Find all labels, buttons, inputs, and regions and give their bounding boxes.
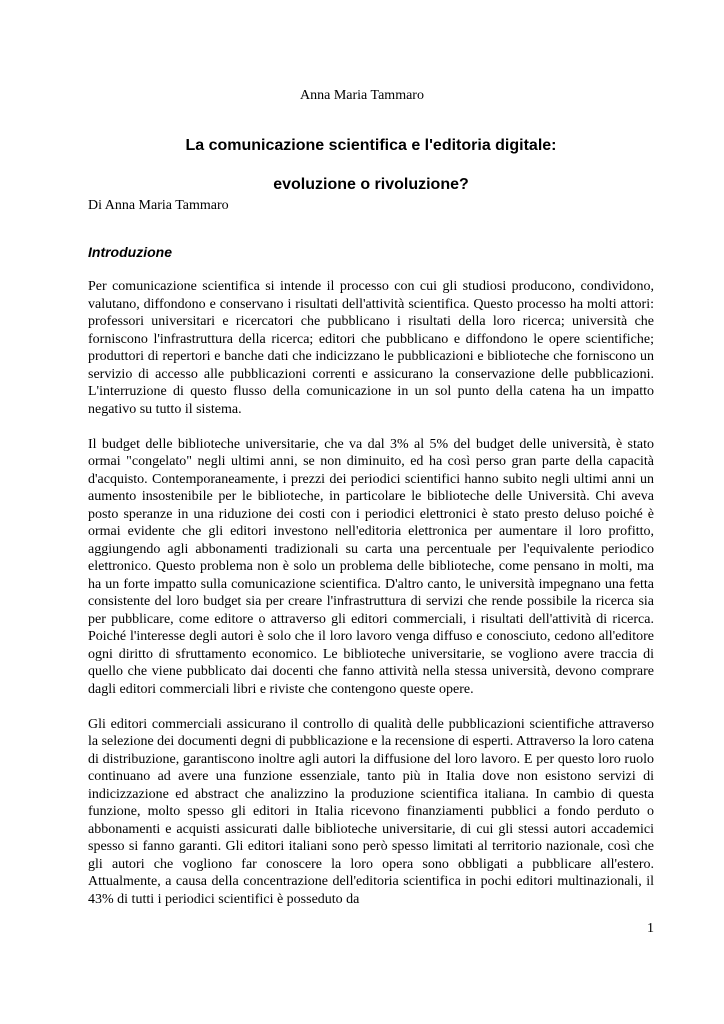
section-heading: Introduzione bbox=[88, 244, 172, 260]
paragraph: Il budget delle biblioteche universitarie, che va dal 3% al 5% del budget delle università, è stato ormai "congelato" negli ultimi anni, se non diminuito, ed ha così perso gran parte della capacità d'acquisto. Contemporaneamente, i prezzi dei periodici scientifici hanno subito negli ultimi anni un aumento insostenibile per le biblioteche, in particolare le biblioteche delle Università. Chi aveva posto speranze in una riduzione dei costi con i periodici elettronici è stato presto deluso poiché è ormai evidente che gli editori investono nell'editoria elettronica per aumentare il loro profitto, aggiungendo agli abbonamenti tradizionali su carta una percentuale per l'equivalente periodico elettronico. Questo problema non è solo un problema delle biblioteche, come pensano in molti, ma ha un forte impatto sulla comunicazione scientifica. D'altro canto, le università impegnano una fetta consistente del loro budget sia per creare l'infrastruttura di servizi che rende possibile la ricerca sia per pubblicare, come editore o attraverso gli editori commerciali, i risultati dell'attività di ricerca. Poiché l'interesse degli autori è solo che il loro lavoro venga diffuso e conosciuto, cedono all'editore ogni diritto di sfruttamento economico. Le biblioteche universitarie, se vogliono avere traccia di quello che viene pubblicato dai docenti che fanno attività nella stessa università, devono comprare dagli editori commerciali libri e riviste che contengono queste opere. bbox=[88, 436, 654, 697]
paragraph: Gli editori commerciali assicurano il controllo di qualità delle pubblicazioni scientifiche attraverso la selezione dei documenti degni di pubblicazione e la recensione di esperti. Attraverso la loro catena di distribuzione, garantiscono inoltre agli autori la diffusione del loro lavoro. E per questo loro ruolo continuano ad avere una funzione essenziale, tanto più in Italia dove non esistono servizi di indicizzazione ed abstract che analizzino la produzione scientifica italiana. In cambio di questa funzione, molto spesso gli editori in Italia ricevono finanziamenti pubblici a fondo perduto o abbonamenti e acquisti assicurati dalle biblioteche universitarie, di cui gli stessi autori accademici spesso si fanno garanti. Gli editori italiani sono però spesso limitati al territorio nazionale, così che gli autori che vogliono far conoscere la loro opera sono obbligati a pubblicare all'estero. Attualmente, a causa della concentrazione dell'editoria scientifica in pochi editori multinazionali, il 43% di tutti i periodici scientifici è posseduto da bbox=[88, 716, 655, 907]
byline: Di Anna Maria Tammaro bbox=[88, 198, 229, 213]
paragraph: Per comunicazione scientifica si intende il processo con cui gli studiosi producono, condividono, valutano, diffondono e conservano i risultati dell'attività scientifica. Questo processo ha molti attori: professori universitari e ricercatori che pubblicano i risultati della loro ricerca; università che forniscono l'infrastruttura della ricerca; editori che pubblicano e diffondono le opere scientifiche; produttori di repertori e banche dati che indicizzano le pubblicazioni e biblioteche che forniscono un servizio di accesso alle pubblicazioni correnti e assicurano la conservazione delle pubblicazioni. L'interruzione di questo flusso della comunicazione in un sol punto della catena ha un impatto negativo su tutto il sistema. bbox=[88, 279, 654, 417]
title-line-1: La comunicazione scientifica e l'editoria digitale: bbox=[185, 137, 557, 154]
page-number: 1 bbox=[647, 921, 654, 936]
author-name: Anna Maria Tammaro bbox=[300, 88, 424, 103]
body-text bbox=[88, 278, 654, 926]
title-line-2: evoluzione o rivoluzione? bbox=[273, 176, 469, 193]
